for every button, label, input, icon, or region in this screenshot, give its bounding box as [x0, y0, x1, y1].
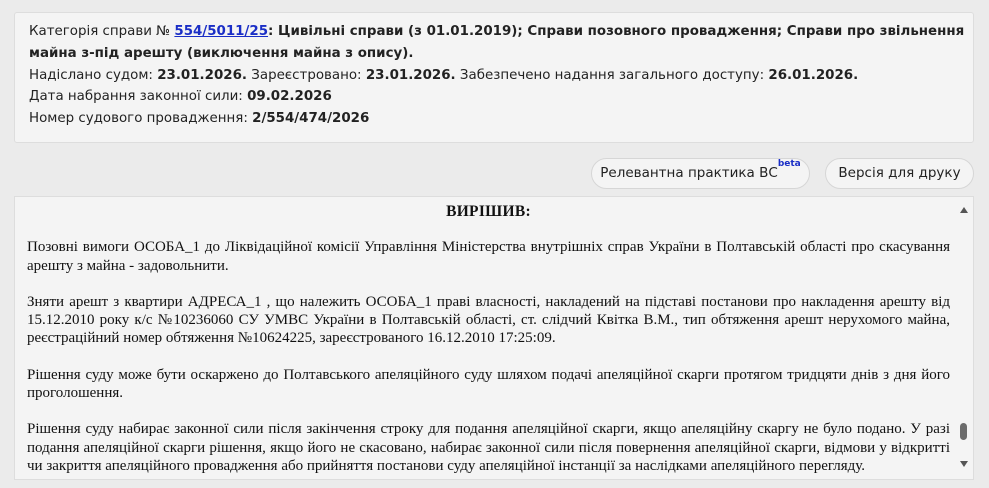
print-version-label: Версія для друку [838, 165, 961, 181]
decision-document [14, 196, 974, 480]
relevant-practice-label: Релевантна практика ВС [600, 165, 778, 181]
document-paragraph: Позовні вимоги ОСОБА_1 до Ліквідаційної комісії Управління Міністерства внутрішніх справ України в Полтавській області про скасування арешту з майна - задовольнити. [27, 239, 950, 274]
registered-label: Зареєстровано: [251, 67, 362, 83]
beta-badge: beta [777, 159, 801, 169]
effective-date-line [29, 86, 959, 108]
document-toolbar [0, 150, 989, 196]
sent-label: Надіслано судом: [29, 67, 153, 83]
case-info-panel [14, 12, 974, 143]
scroll-up-arrow-icon[interactable] [960, 207, 968, 213]
dates-line [29, 65, 959, 87]
case-category-line [29, 21, 965, 43]
case-number-link[interactable]: 554/5011/25 [174, 24, 269, 39]
effective-label: Дата набрання законної сили: [29, 89, 243, 105]
effective-date: 09.02.2026 [247, 89, 332, 105]
sent-date: 23.01.2026. [157, 67, 248, 83]
category-label: Категорія справи № [29, 24, 171, 39]
proceeding-line [29, 108, 959, 130]
registered-date: 23.01.2026. [365, 67, 456, 83]
category-text-cont: майна з-під арешту (виключення майна з опису). [29, 45, 414, 61]
proceeding-label: Номер судового провадження: [29, 111, 248, 127]
relevant-practice-button[interactable] [591, 158, 810, 189]
category-text: : Цивільні справи (з 01.01.2019); Справи позовного провадження; Справи про звільнення [268, 24, 965, 39]
document-paragraph: Зняти арешт з квартири АДРЕСА_1 , що належить ОСОБА_1 праві власності, накладений на підставі постанови про накладення арешту від 15.12.2010 року к/с №10236060 СУ УМВС України в Полтавській області, ст. слідчий Квітка В.М., тип обтяження арешт нерухомого майна, реєстраційний номер обтяження №10624225, зареєстрованого 16.12.2010 17:25:09. [27, 293, 950, 347]
document-paragraph: Рішення суду набирає законної сили після закінчення строку для подання апеляційної скарги, якщо апеляційну скаргу не було подано. У разі подання апеляційної скарги рішення, якщо його не скасовано, набирає законної сили після повернення апеляційної скарги, відмови у відкритті чи закриття апеляційного провадження або прийняття постанови суду апеляційної інстанції за наслідками апеляційного перегляду. [27, 421, 950, 474]
document-text [27, 203, 950, 480]
document-paragraph: Рішення суду може бути оскаржено до Полтавського апеляційного суду шляхом подачі апеляційної скарги протягом тридцяти днів з дня його проголошення. [27, 366, 950, 402]
scroll-down-arrow-icon[interactable] [960, 461, 968, 467]
proceeding-number: 2/554/474/2026 [252, 111, 370, 127]
case-category-line-cont [29, 43, 959, 65]
scrollbar-thumb[interactable] [960, 423, 967, 440]
access-date: 26.01.2026. [768, 67, 859, 83]
access-label: Забезпечено надання загального доступу: [459, 67, 765, 83]
document-scrollbar[interactable] [957, 197, 973, 479]
decision-heading: ВИРІШИВ: [446, 203, 531, 220]
print-version-button[interactable] [825, 158, 974, 189]
